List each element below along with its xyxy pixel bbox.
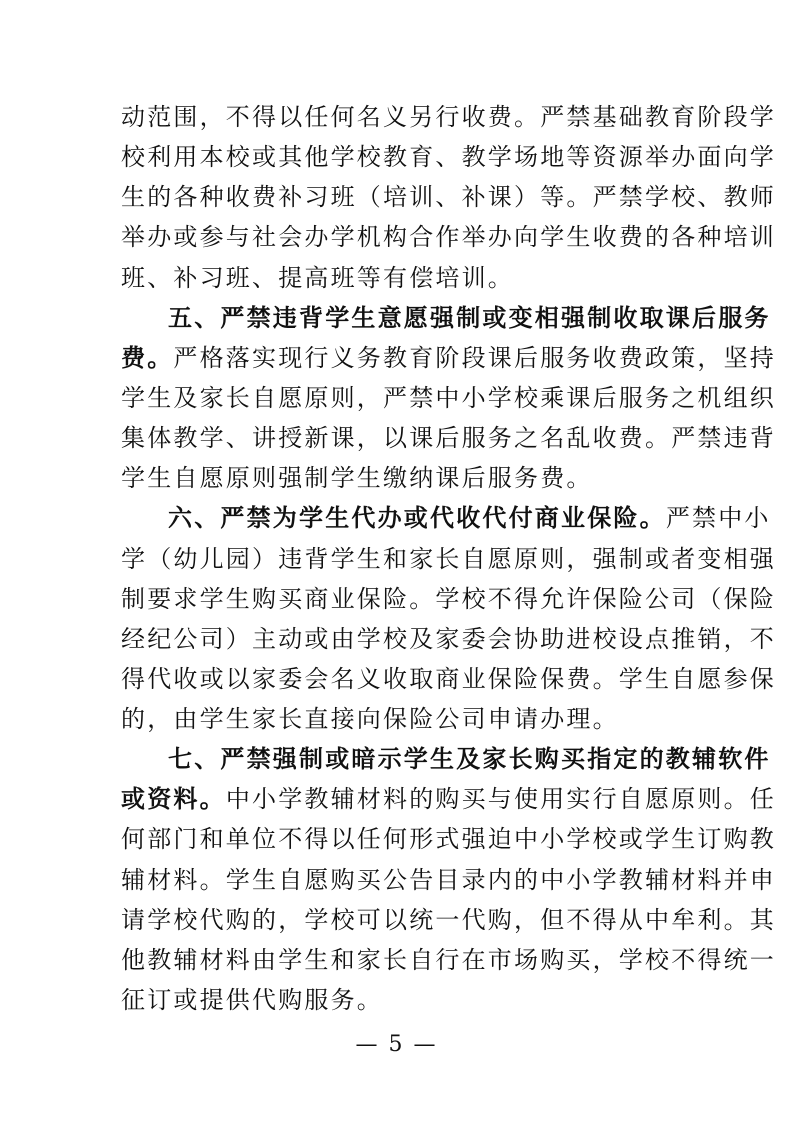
- section-seven-line: 征订或提供代购服务。: [121, 986, 383, 1014]
- paragraph-line: 举办或参与社会办学机构合作举办向学生收费的各种培训: [121, 223, 776, 251]
- section-six-line: 经纪公司）主动或由学校及家委会协助进校设点推销，不: [121, 625, 776, 653]
- paragraph-line: 班、补习班、提高班等有偿培训。: [121, 264, 514, 292]
- section-six-line: 的，由学生家长直接向保险公司申请办理。: [121, 705, 619, 733]
- section-seven-text: 中小学教辅材料的购买与使用实行自愿原则。任: [225, 785, 777, 813]
- section-five-line: 集体教学、讲授新课，以课后服务之名乱收费。严禁违背: [121, 424, 776, 452]
- section-seven-line: 请学校代购的，学校可以统一代购，但不得从中牟利。其: [121, 906, 776, 934]
- section-five-line: [121, 343, 777, 373]
- section-heading-six: 六、严禁为学生代办或代收代付商业保险。: [168, 504, 666, 532]
- section-six-line: [168, 503, 771, 533]
- section-six-line: 得代收或以家委会名义收取商业保险保费。学生自愿参保: [121, 665, 776, 693]
- section-heading-five-cont: 费。: [121, 344, 174, 372]
- page-number: — 5 —: [355, 1032, 438, 1057]
- section-six-text: 严禁中小: [665, 504, 771, 532]
- section-seven-line: [121, 784, 777, 814]
- paragraph-line: 动范围，不得以任何名义另行收费。严禁基础教育阶段学: [121, 103, 776, 131]
- section-heading-five: 五、严禁违背学生意愿强制或变相强制收取课后服务: [168, 304, 771, 332]
- section-heading-seven: 七、严禁强制或暗示学生及家长购买指定的教辅软件: [168, 745, 771, 773]
- section-five-line: 学生自愿原则强制学生缴纳课后服务费。: [121, 464, 593, 492]
- paragraph-line: 校利用本校或其他学校教育、教学场地等资源举办面向学: [121, 143, 776, 171]
- section-seven-line: 他教辅材料由学生和家长自行在市场购买，学校不得统一: [121, 946, 776, 974]
- section-five-line: 学生及家长自愿原则，严禁中小学校乘课后服务之机组织: [121, 384, 776, 412]
- section-six-line: 制要求学生购买商业保险。学校不得允许保险公司（保险: [121, 585, 776, 613]
- section-seven-line: 辅材料。学生自愿购买公告目录内的中小学教辅材料并申: [121, 866, 776, 894]
- paragraph-line: 生的各种收费补习班（培训、补课）等。严禁学校、教师: [121, 183, 776, 211]
- section-six-line: 学（幼儿园）违背学生和家长自愿原则，强制或者变相强: [121, 545, 776, 573]
- section-seven-line: 何部门和单位不得以任何形式强迫中小学校或学生订购教: [121, 825, 776, 853]
- section-heading-seven-cont: 或资料。: [121, 785, 226, 813]
- section-five-text: 严格落实现行义务教育阶段课后服务收费政策，坚持: [173, 344, 777, 372]
